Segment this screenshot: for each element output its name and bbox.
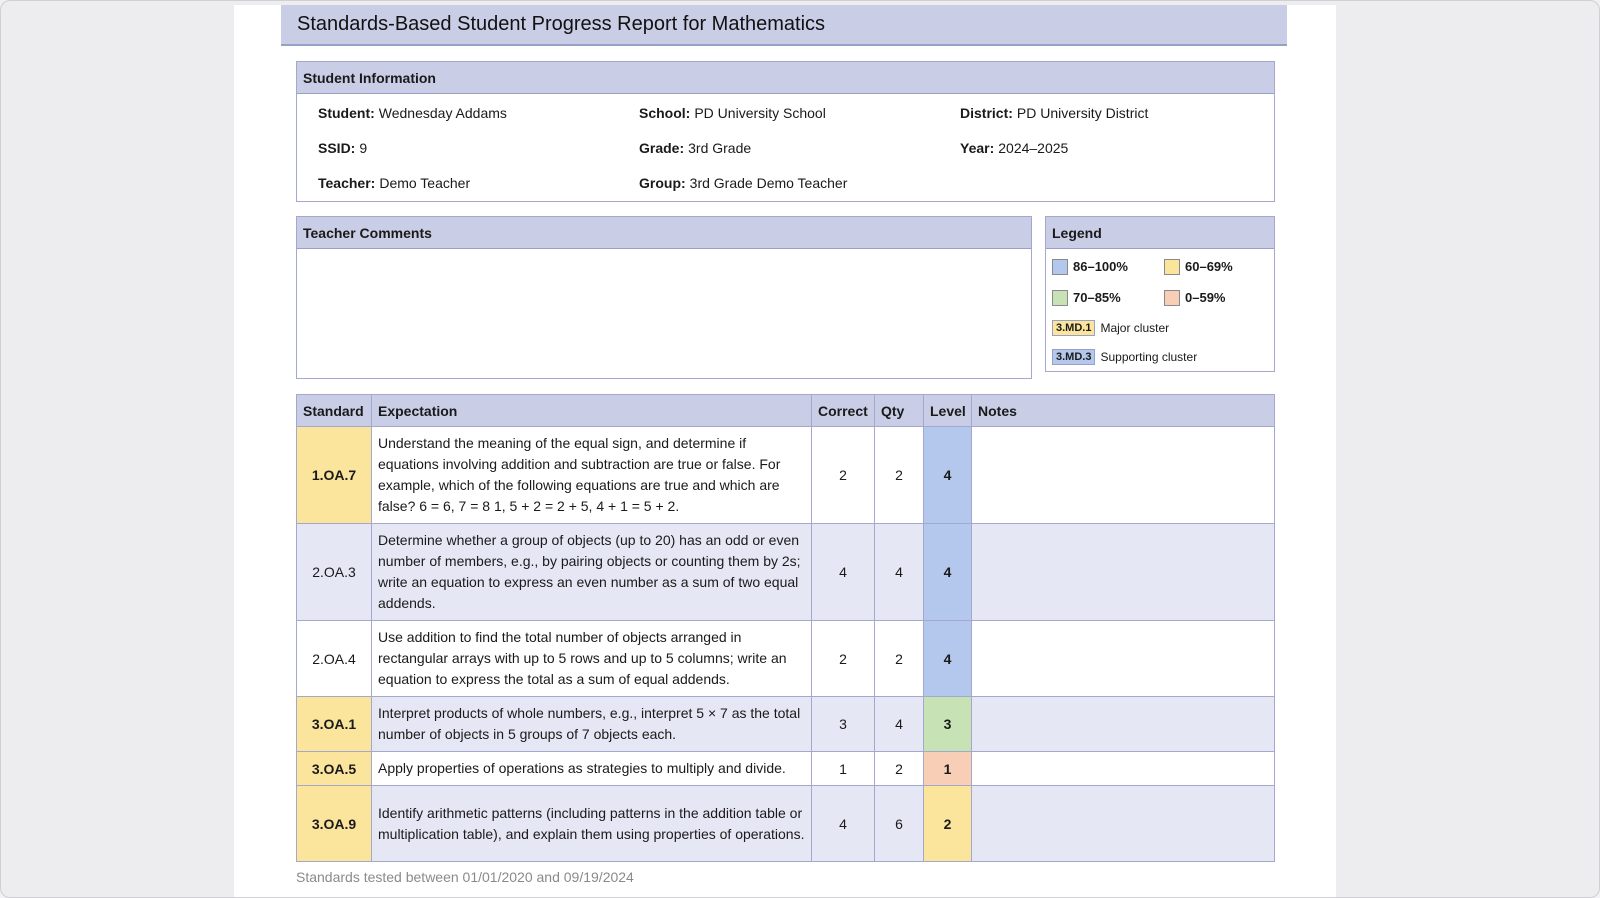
- table-row: [297, 752, 1275, 786]
- level-value: 3: [924, 697, 972, 752]
- col-header-expectation: Expectation: [372, 395, 812, 427]
- field-value: PD University District: [1016, 104, 1149, 121]
- field-label: Group:: [639, 174, 686, 191]
- table-row: [297, 621, 1275, 697]
- field-value: PD University School: [694, 104, 826, 121]
- color-swatch-icon: [1052, 259, 1068, 275]
- qty-count: 2: [875, 752, 924, 786]
- correct-count: 2: [812, 621, 875, 697]
- student-name-field: [318, 95, 639, 130]
- color-swatch-icon: [1164, 290, 1180, 306]
- expectation-text: Apply properties of operations as strategies to multiply and divide.: [372, 752, 812, 786]
- field-label: District:: [960, 104, 1013, 121]
- legend-ranges: [1046, 249, 1274, 313]
- col-header-notes: Notes: [972, 395, 1275, 427]
- correct-count: 3: [812, 697, 875, 752]
- level-value: 2: [924, 786, 972, 862]
- col-header-correct: Correct: [812, 395, 875, 427]
- field-value: 9: [359, 139, 368, 156]
- field-value: 3rd Grade Demo Teacher: [689, 174, 848, 191]
- teacher-comments-text: [297, 249, 1031, 261]
- notes-cell: [972, 786, 1275, 862]
- school-field: [639, 95, 960, 130]
- standard-code: 3.OA.1: [297, 697, 372, 752]
- table-row: [297, 427, 1275, 524]
- field-label: Student:: [318, 104, 375, 121]
- legend-range-label: 0–59%: [1185, 290, 1226, 305]
- legend-range-label: 70–85%: [1073, 290, 1121, 305]
- standard-code: 2.OA.3: [297, 524, 372, 621]
- field-value: Wednesday Addams: [378, 104, 507, 121]
- expectation-text: Use addition to find the total number of objects arranged in rectangular arrays with up to 5 rows and up to 5 columns; write an equation to express the total as a sum of equal addends.: [372, 621, 812, 697]
- field-label: Teacher:: [318, 174, 376, 191]
- field-value: Demo Teacher: [379, 174, 471, 191]
- cluster-label: Major cluster: [1100, 320, 1170, 335]
- student-info-panel: [296, 61, 1275, 202]
- standard-code: 3.OA.5: [297, 752, 372, 786]
- color-swatch-icon: [1052, 290, 1068, 306]
- level-value: 4: [924, 621, 972, 697]
- legend-cluster-item: [1052, 313, 1274, 342]
- qty-count: 2: [875, 427, 924, 524]
- field-label: Grade:: [639, 139, 685, 156]
- legend-range-item: [1164, 282, 1264, 313]
- ssid-field: [318, 130, 639, 165]
- table-header-row: [297, 395, 1275, 427]
- col-header-qty: Qty: [875, 395, 924, 427]
- level-value: 1: [924, 752, 972, 786]
- correct-count: 4: [812, 524, 875, 621]
- legend-range-label: 60–69%: [1185, 259, 1233, 274]
- standards-table: [296, 394, 1275, 862]
- student-info-grid: [297, 94, 1274, 200]
- notes-cell: [972, 752, 1275, 786]
- legend-heading: Legend: [1046, 217, 1274, 249]
- expectation-text: Determine whether a group of objects (up to 20) has an odd or even number of members, e.g., by pairing objects or counting them by 2s; write an equation to express an even number as a sum of two equal addends.: [372, 524, 812, 621]
- student-info-heading: Student Information: [297, 62, 1274, 94]
- standard-code: 3.OA.9: [297, 786, 372, 862]
- table-row: [297, 786, 1275, 862]
- legend-clusters: [1046, 313, 1274, 371]
- field-value: 3rd Grade: [688, 139, 752, 156]
- notes-cell: [972, 427, 1275, 524]
- notes-cell: [972, 524, 1275, 621]
- field-value: 2024–2025: [998, 139, 1069, 156]
- table-row: [297, 524, 1275, 621]
- color-swatch-icon: [1164, 259, 1180, 275]
- legend-range-item: [1052, 282, 1164, 313]
- legend-range-item: [1052, 251, 1164, 282]
- standard-code: 1.OA.7: [297, 427, 372, 524]
- cluster-chip: 3.MD.1: [1052, 320, 1095, 336]
- expectation-text: Identify arithmetic patterns (including patterns in the addition table or multiplication table), and explain them using properties of operations.: [372, 786, 812, 862]
- grade-field: [639, 130, 960, 165]
- col-header-level: Level: [924, 395, 972, 427]
- district-field: [960, 95, 1281, 130]
- teacher-field: [318, 165, 639, 200]
- correct-count: 2: [812, 427, 875, 524]
- correct-count: 1: [812, 752, 875, 786]
- table-row: [297, 697, 1275, 752]
- qty-count: 4: [875, 524, 924, 621]
- field-label: SSID:: [318, 139, 356, 156]
- field-label: Year:: [960, 139, 995, 156]
- col-header-standard: Standard: [297, 395, 372, 427]
- report-page: [234, 5, 1336, 897]
- qty-count: 6: [875, 786, 924, 862]
- notes-cell: [972, 621, 1275, 697]
- date-range-footnote: Standards tested between 01/01/2020 and 09/19/2024: [296, 869, 634, 885]
- year-field: [960, 130, 1281, 165]
- field-label: School:: [639, 104, 691, 121]
- expectation-text: Interpret products of whole numbers, e.g., interpret 5 × 7 as the total number of objects in 5 groups of 7 objects each.: [372, 697, 812, 752]
- expectation-text: Understand the meaning of the equal sign, and determine if equations involving addition and subtraction are true or false. For example, which of the following equations are true and which are false? 6 = 6, 7 = 8 1, 5 + 2 = 2 + 5, 4 + 1 = 5 + 2.: [372, 427, 812, 524]
- report-title: Standards-Based Student Progress Report for Mathematics: [281, 5, 1287, 46]
- cluster-chip: 3.MD.3: [1052, 349, 1095, 365]
- correct-count: 4: [812, 786, 875, 862]
- level-value: 4: [924, 524, 972, 621]
- legend-panel: [1045, 216, 1275, 372]
- legend-range-label: 86–100%: [1073, 259, 1128, 274]
- notes-cell: [972, 697, 1275, 752]
- qty-count: 2: [875, 621, 924, 697]
- legend-cluster-item: [1052, 342, 1274, 371]
- teacher-comments-panel: [296, 216, 1032, 379]
- legend-range-item: [1164, 251, 1264, 282]
- group-field: [639, 165, 960, 200]
- standard-code: 2.OA.4: [297, 621, 372, 697]
- teacher-comments-heading: Teacher Comments: [297, 217, 1031, 249]
- cluster-label: Supporting cluster: [1100, 349, 1198, 364]
- qty-count: 4: [875, 697, 924, 752]
- level-value: 4: [924, 427, 972, 524]
